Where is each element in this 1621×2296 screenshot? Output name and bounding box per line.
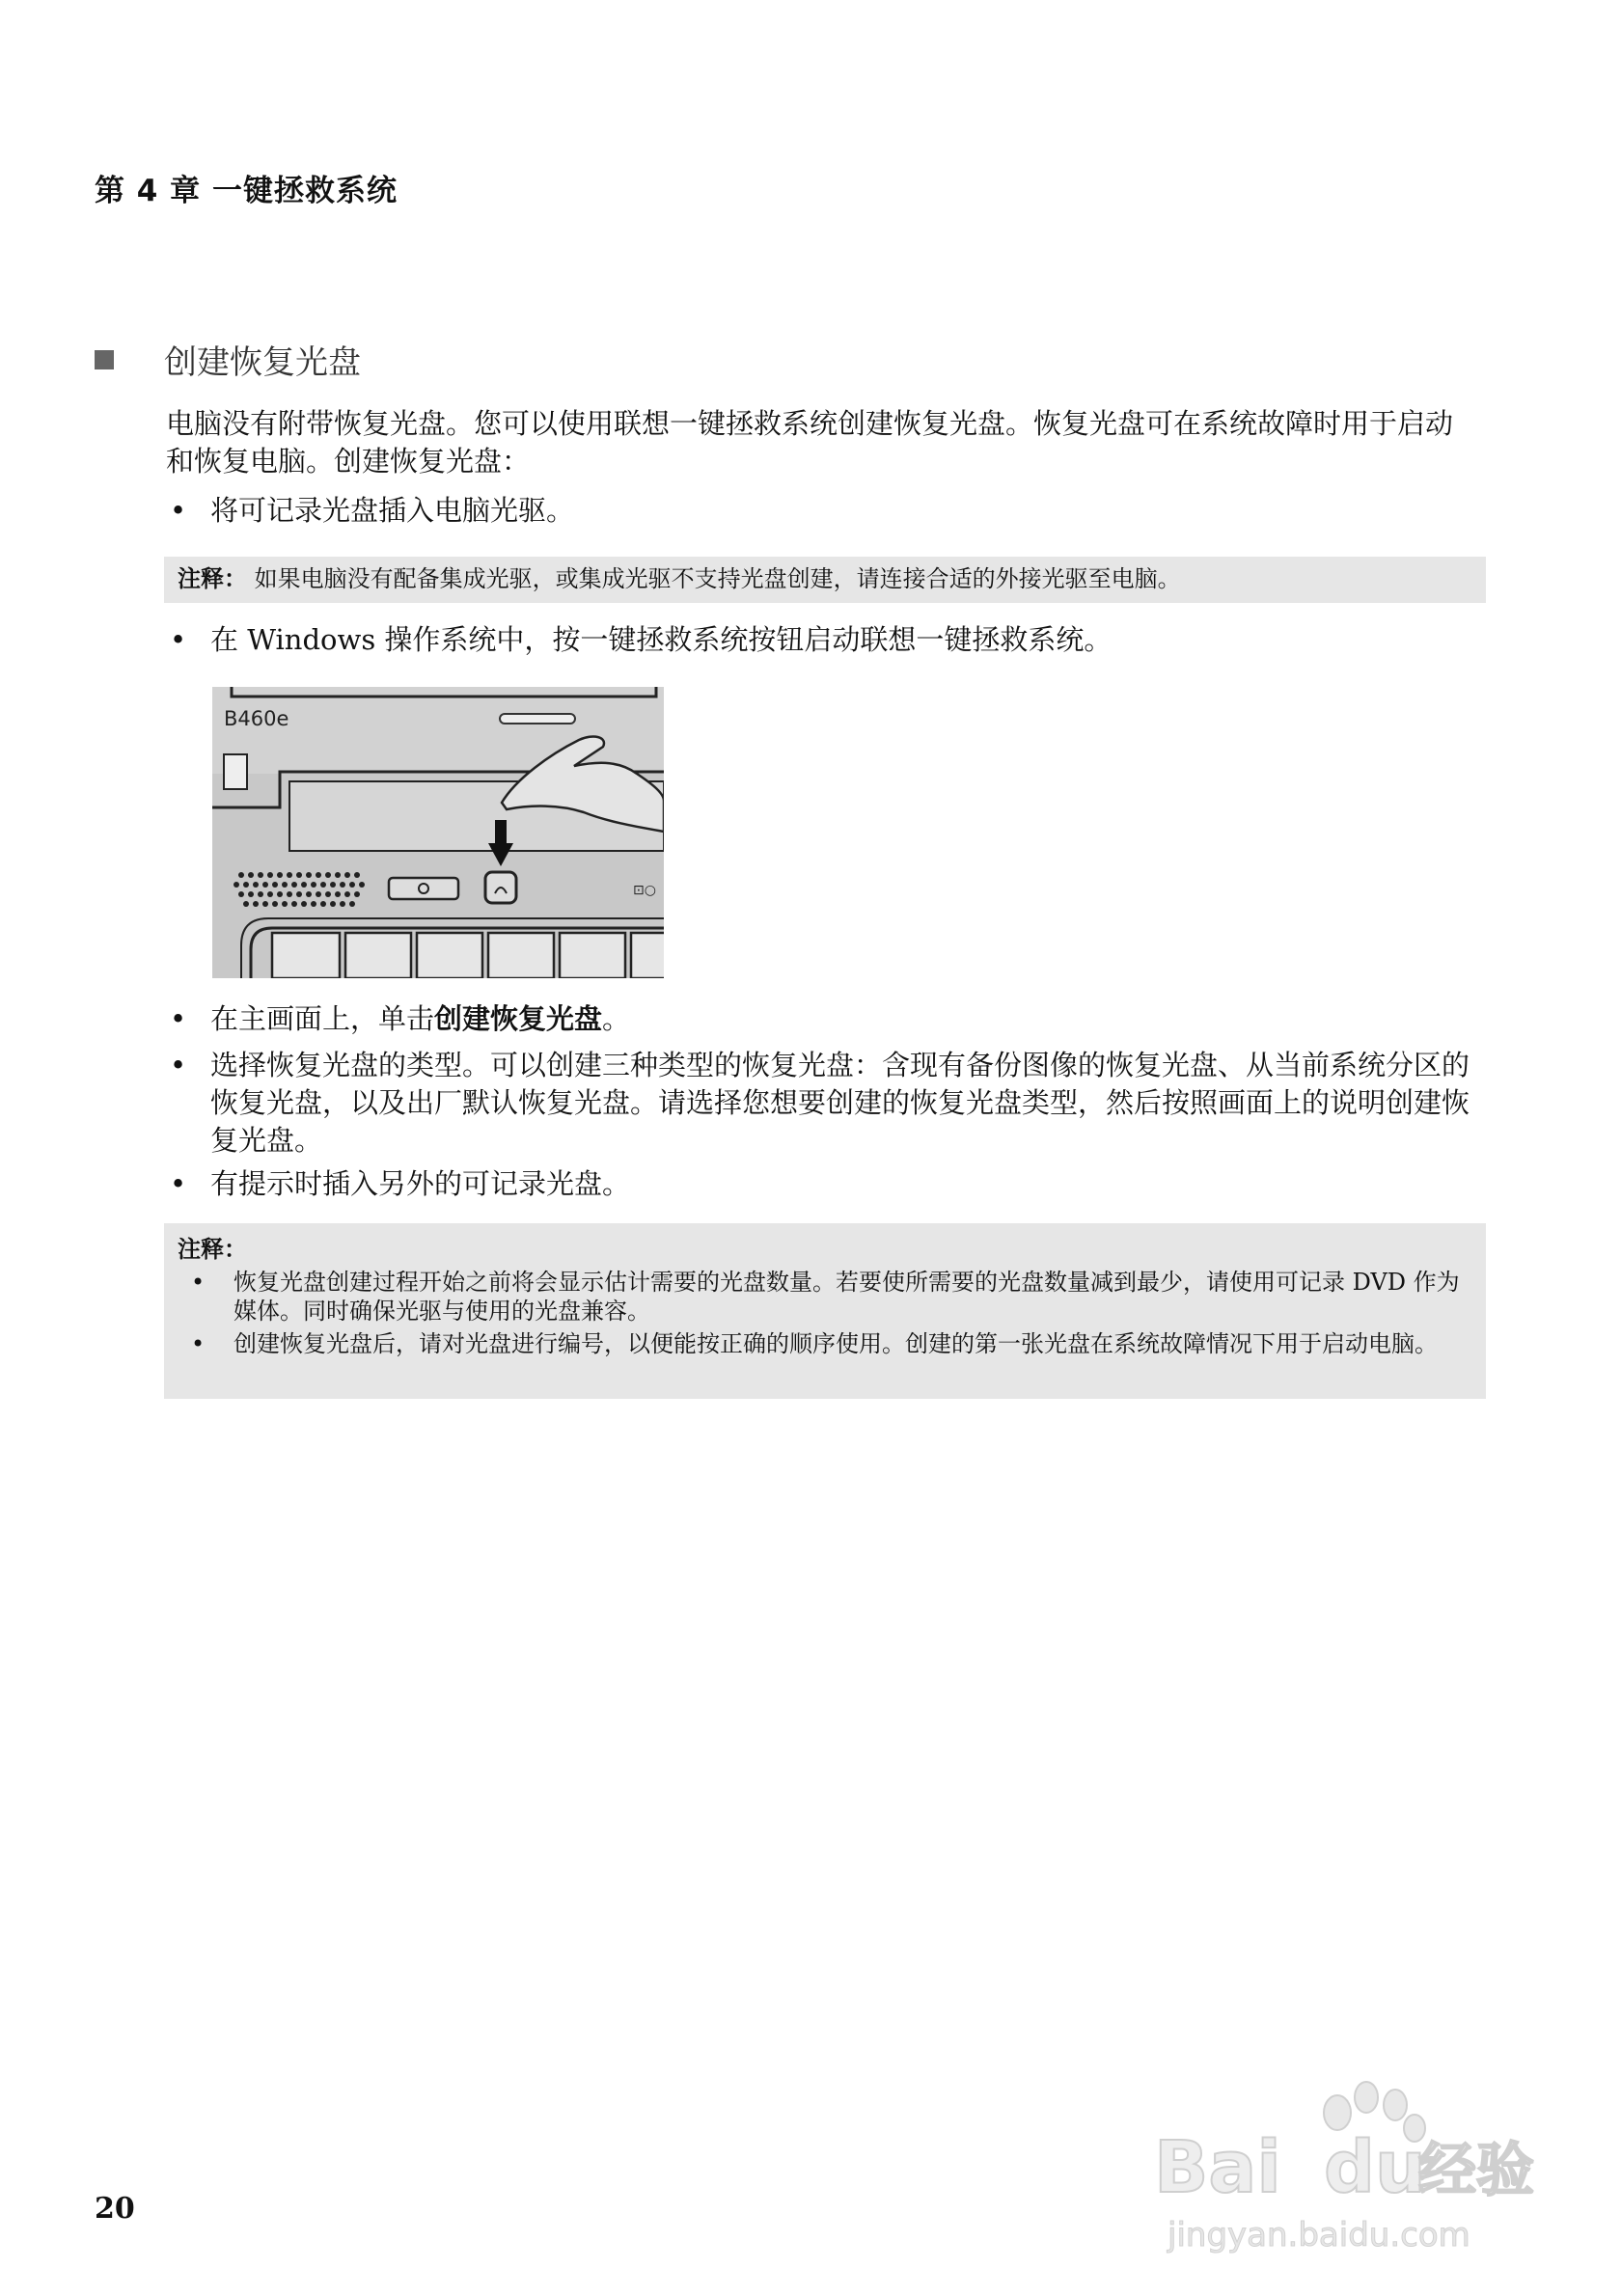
step-insert-more: • 有提示时插入另外的可记录光盘。 xyxy=(166,1165,1478,1203)
svg-text:⊡○: ⊡○ xyxy=(633,883,656,898)
intro-paragraph: 电脑没有附带恢复光盘。您可以使用联想一键拯救系统创建恢复光盘。恢复光盘可在系统故障时用于启动和恢复电脑。创建恢复光盘： xyxy=(166,407,1454,478)
note-label: 注释： xyxy=(178,565,247,592)
page-number: 20 xyxy=(95,2192,135,2226)
create-disc-term: 创建恢复光盘 xyxy=(434,1002,603,1035)
baidu-jingyan-watermark xyxy=(1148,2064,1553,2257)
note-box-drive xyxy=(164,557,1486,603)
model-label: B460e xyxy=(224,707,289,730)
section-title: 创建恢复光盘 xyxy=(164,343,361,382)
chapter-header: 第 4 章 一键拯救系统 xyxy=(95,174,398,208)
step-click-create: • 在主画面上，单击创建恢复光盘。 xyxy=(166,1000,1478,1038)
step-select-type: • 选择恢复光盘的类型。可以创建三种类型的恢复光盘：含现有备份图像的恢复光盘、从当前系统分区的恢复光盘，以及出厂默认恢复光盘。请选择您想要创建的恢复光盘类型，然后按照画面上的说明创建恢复光盘。 xyxy=(166,1047,1478,1160)
square-bullet-icon xyxy=(95,350,114,369)
watermark-tag: 经验 xyxy=(1418,2137,1534,2204)
watermark-brand: Bai xyxy=(1154,2126,1281,2209)
onekey-button-illustration xyxy=(212,687,664,978)
watermark-brand-2: du xyxy=(1324,2126,1426,2209)
note-box-tips xyxy=(164,1223,1486,1399)
note-item: • 恢复光盘创建过程开始之前将会显示估计需要的光盘数量。若要使所需要的光盘数量减到最少，请使用可记录 DVD 作为媒体。同时确保光驱与使用的光盘兼容。 xyxy=(178,1268,1472,1326)
step-press-button: • 在 Windows 操作系统中，按一键拯救系统按钮启动联想一键拯救系统。 xyxy=(166,621,1478,659)
note-item: • 创建恢复光盘后，请对光盘进行编号，以便能按正确的顺序使用。创建的第一张光盘在系统故障情况下用于启动电脑。 xyxy=(178,1329,1472,1358)
note-label: 注释： xyxy=(178,1236,247,1263)
section-heading xyxy=(95,336,361,383)
note-text: 如果电脑没有配备集成光驱，或集成光驱不支持光盘创建，请连接合适的外接光驱至电脑。 xyxy=(254,565,1181,592)
watermark-url: jingyan.baidu.com xyxy=(1168,2216,1470,2255)
step-insert-disc: • 将可记录光盘插入电脑光驱。 xyxy=(166,492,1478,530)
